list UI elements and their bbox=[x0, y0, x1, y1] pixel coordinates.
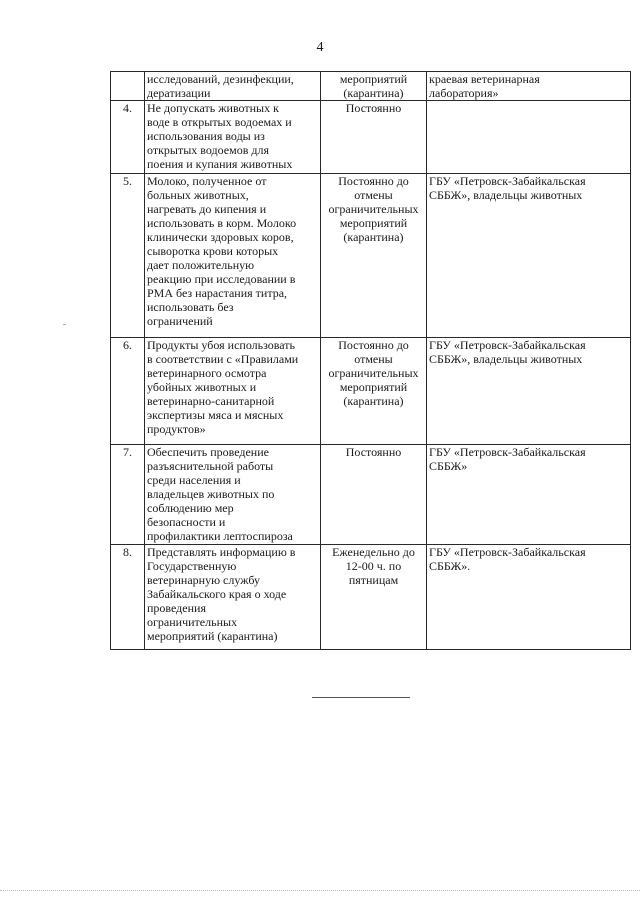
measure-line: нагревать до кипения и bbox=[147, 202, 267, 216]
measure-line: дератизации bbox=[147, 86, 211, 100]
responsible-line: лаборатория» bbox=[429, 86, 499, 100]
scan-speck bbox=[63, 324, 66, 325]
measure-line: ветеринарную службу bbox=[147, 573, 260, 587]
term-cell bbox=[321, 445, 427, 545]
measure-line: Обеспечить проведение bbox=[147, 445, 269, 459]
measure-cell bbox=[145, 174, 321, 338]
responsible-line: ГБУ «Петровск-Забайкальская bbox=[429, 545, 586, 559]
measure-line: Забайкальского края о ходе bbox=[147, 587, 287, 601]
responsible-line: СББЖ». bbox=[429, 559, 471, 573]
row-number-cell: 7. bbox=[111, 445, 145, 545]
measure-line: продуктов» bbox=[147, 422, 206, 436]
measure-line: дает положительную bbox=[147, 258, 255, 272]
term-line: ограничительных bbox=[328, 202, 419, 216]
measures-table bbox=[110, 71, 631, 650]
measure-line: использования воды из bbox=[147, 129, 265, 143]
responsible-cell bbox=[427, 101, 631, 174]
term-line: отмены bbox=[354, 352, 393, 366]
measure-line: владельцев животных по bbox=[147, 487, 275, 501]
term-line: ограничительных bbox=[328, 366, 419, 380]
measure-line: проведения bbox=[147, 601, 206, 615]
responsible-line: СББЖ» bbox=[429, 459, 468, 473]
measure-line: разъяснительной работы bbox=[147, 459, 274, 473]
table-row bbox=[111, 72, 631, 101]
row-number-cell: 5. bbox=[111, 174, 145, 338]
term-line: Постоянно bbox=[345, 101, 402, 115]
measure-line: Представлять информацию в bbox=[147, 545, 296, 559]
measure-line: безопасности и bbox=[147, 515, 226, 529]
responsible-line: СББЖ», владельцы животных bbox=[429, 352, 583, 366]
term-line: мероприятий bbox=[339, 380, 408, 394]
row-number-cell bbox=[111, 72, 145, 101]
measure-line: сыворотка крови которых bbox=[147, 244, 279, 258]
measure-line: исследований, дезинфекции, bbox=[147, 72, 294, 86]
measure-line: использовать в корм. Молоко bbox=[147, 216, 297, 230]
measure-line: использовать без bbox=[147, 300, 234, 314]
measure-line: убойных животных и bbox=[147, 380, 257, 394]
term-cell bbox=[321, 174, 427, 338]
measure-line: мероприятий (карантина) bbox=[147, 629, 278, 643]
term-line: Еженедельно до bbox=[332, 545, 415, 559]
measure-line: в соответствии с «Правилами bbox=[147, 352, 299, 366]
term-line: 12-00 ч. по bbox=[345, 559, 402, 573]
term-cell bbox=[321, 101, 427, 174]
measure-line: поения и купания животных bbox=[147, 157, 293, 171]
responsible-cell bbox=[427, 445, 631, 545]
responsible-line: ГБУ «Петровск-Забайкальская bbox=[429, 174, 586, 188]
measure-line: открытых водоемов для bbox=[147, 143, 269, 157]
page-number: 4 bbox=[316, 40, 324, 55]
scan-edge-line bbox=[0, 890, 640, 891]
table-row bbox=[111, 445, 631, 545]
term-line: (карантина) bbox=[343, 86, 404, 100]
term-line: мероприятий bbox=[339, 216, 408, 230]
measure-line: ограничительных bbox=[147, 615, 238, 629]
responsible-line: краевая ветеринарная bbox=[429, 72, 540, 86]
row-number-cell: 8. bbox=[111, 545, 145, 650]
responsible-cell bbox=[427, 545, 631, 650]
term-cell bbox=[321, 72, 427, 101]
measure-line: соблюдению мер bbox=[147, 501, 234, 515]
measure-line: больных животных, bbox=[147, 188, 249, 202]
measure-line: ветеринарного осмотра bbox=[147, 366, 267, 380]
term-cell bbox=[321, 545, 427, 650]
measure-line: экспертизы мяса и мясных bbox=[147, 408, 284, 422]
table-row bbox=[111, 101, 631, 174]
responsible-cell bbox=[427, 72, 631, 101]
table-row bbox=[111, 174, 631, 338]
measure-line: реакцию при исследовании в bbox=[147, 272, 296, 286]
responsible-cell bbox=[427, 338, 631, 445]
closing-rule bbox=[312, 697, 410, 698]
measure-line: ограничений bbox=[147, 314, 213, 328]
term-line: мероприятий bbox=[339, 72, 408, 86]
measure-line: профилактики лептоспироза bbox=[147, 529, 293, 543]
term-line: Постоянно bbox=[345, 445, 402, 459]
term-line: пятницам bbox=[348, 573, 399, 587]
responsible-line: ГБУ «Петровск-Забайкальская bbox=[429, 338, 586, 352]
measure-cell bbox=[145, 72, 321, 101]
measure-line: клинически здоровых коров, bbox=[147, 230, 294, 244]
term-line: (карантина) bbox=[343, 230, 404, 244]
measure-line: Государственную bbox=[147, 559, 237, 573]
term-line: Постоянно до bbox=[338, 338, 409, 352]
term-line: Постоянно до bbox=[338, 174, 409, 188]
measure-line: ветеринарно-санитарной bbox=[147, 394, 275, 408]
measure-cell bbox=[145, 545, 321, 650]
measure-line: Молоко, полученное от bbox=[147, 174, 267, 188]
term-line: (карантина) bbox=[343, 394, 404, 408]
measure-cell bbox=[145, 338, 321, 445]
row-number-cell: 6. bbox=[111, 338, 145, 445]
responsible-cell bbox=[427, 174, 631, 338]
measure-line: Не допускать животных к bbox=[147, 101, 279, 115]
table-row bbox=[111, 545, 631, 650]
term-cell bbox=[321, 338, 427, 445]
table-row bbox=[111, 338, 631, 445]
row-number-cell: 4. bbox=[111, 101, 145, 174]
measure-line: Продукты убоя использовать bbox=[147, 338, 296, 352]
measure-line: среди населения и bbox=[147, 473, 241, 487]
measure-line: РМА без нарастания титра, bbox=[147, 286, 288, 300]
term-line: отмены bbox=[354, 188, 393, 202]
measure-cell bbox=[145, 445, 321, 545]
measure-line: воде в открытых водоемах и bbox=[147, 115, 292, 129]
responsible-line: СББЖ», владельцы животных bbox=[429, 188, 583, 202]
responsible-line: ГБУ «Петровск-Забайкальская bbox=[429, 445, 586, 459]
measure-cell bbox=[145, 101, 321, 174]
